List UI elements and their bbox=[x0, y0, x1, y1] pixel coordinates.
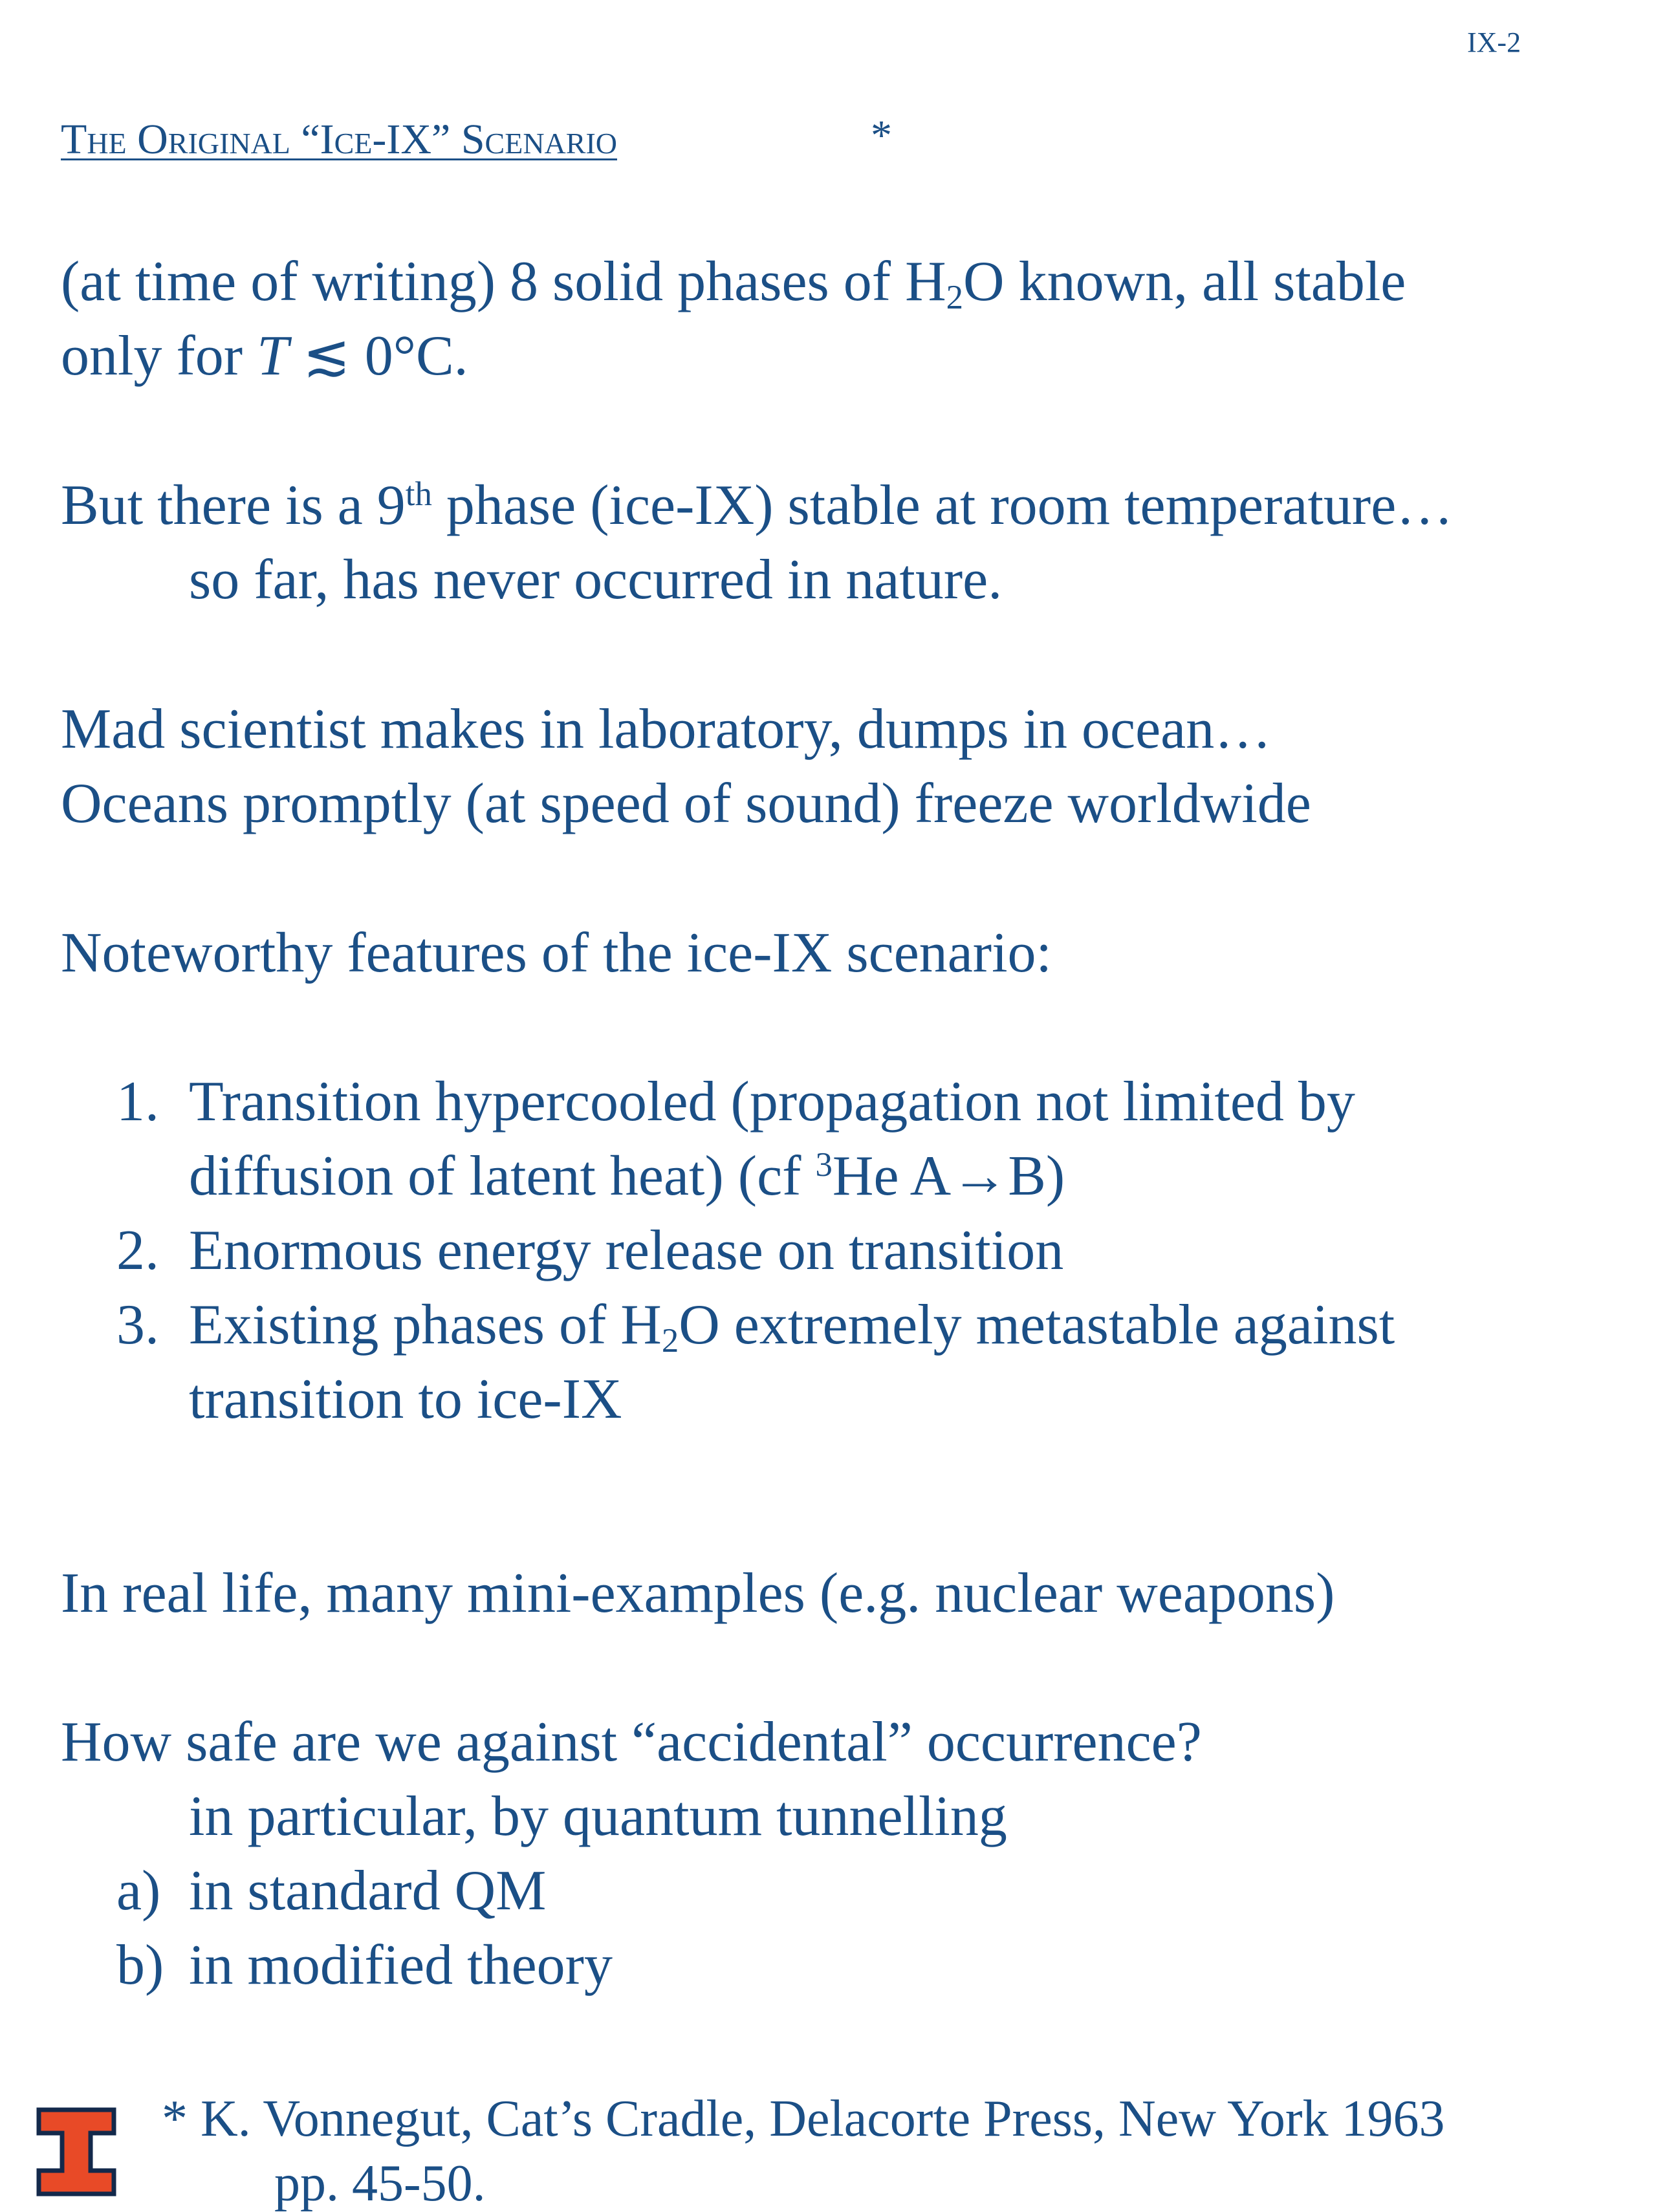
list-item-2-line1: Enormous energy release on transition bbox=[189, 1219, 1064, 1282]
list-item-1-line1: Transition hypercooled (propagation not limited by bbox=[189, 1070, 1355, 1133]
university-block-i-logo bbox=[36, 2107, 116, 2196]
p2-line1: But there is a 9th phase (ice-IX) stable at room temperature… bbox=[61, 474, 1454, 537]
p6-line2: in particular, by quantum tunnelling bbox=[189, 1785, 1007, 1848]
p1-line2: only for T ≲ 0°C. bbox=[61, 325, 468, 387]
heading-text: The Original “Ice-IX” Scenario bbox=[61, 116, 617, 163]
p1-line1: (at time of writing) 8 solid phases of $H_2O$ known, all stable bbox=[61, 250, 1406, 317]
slide-heading bbox=[61, 115, 617, 164]
heading-footnote-marker: * bbox=[871, 112, 892, 159]
p6-line1: How safe are we against “accidental” occurrence? bbox=[61, 1711, 1202, 1773]
p4-line1: Noteworthy features of the ice-IX scenario: bbox=[61, 922, 1052, 984]
list-number-1: 1. bbox=[116, 1070, 159, 1133]
p6-item-a-text: in standard QM bbox=[189, 1860, 547, 1922]
p6-item-b-label: b) bbox=[116, 1934, 164, 1997]
p6-item-a-label: a) bbox=[116, 1860, 161, 1922]
p5-line1: In real life, many mini-examples (e.g. nuclear weapons) bbox=[61, 1562, 1335, 1625]
list-number-2: 2. bbox=[116, 1219, 159, 1282]
list-item-1-line2: diffusion of latent heat) (cf $^3$He A→B) bbox=[189, 1145, 1065, 1208]
list-item-3-line2: transition to ice-IX bbox=[189, 1368, 622, 1431]
p3-line1: Mad scientist makes in laboratory, dumps in ocean… bbox=[61, 698, 1272, 761]
p2-line2: so far, has never occurred in nature. bbox=[189, 548, 1003, 611]
p6-item-b-text: in modified theory bbox=[189, 1934, 613, 1997]
list-item-3-line1: Existing phases of $H_2O$ extremely metastable against bbox=[189, 1294, 1395, 1360]
p3-line2: Oceans promptly (at speed of sound) freeze worldwide bbox=[61, 772, 1311, 835]
list-number-3: 3. bbox=[116, 1294, 159, 1356]
page-number: IX-2 bbox=[1467, 27, 1521, 58]
footnote-line2: pp. 45-50. bbox=[274, 2155, 486, 2212]
footnote-line1: * K. Vonnegut, Cat’s Cradle, Delacorte Press, New York 1963 bbox=[162, 2090, 1445, 2147]
